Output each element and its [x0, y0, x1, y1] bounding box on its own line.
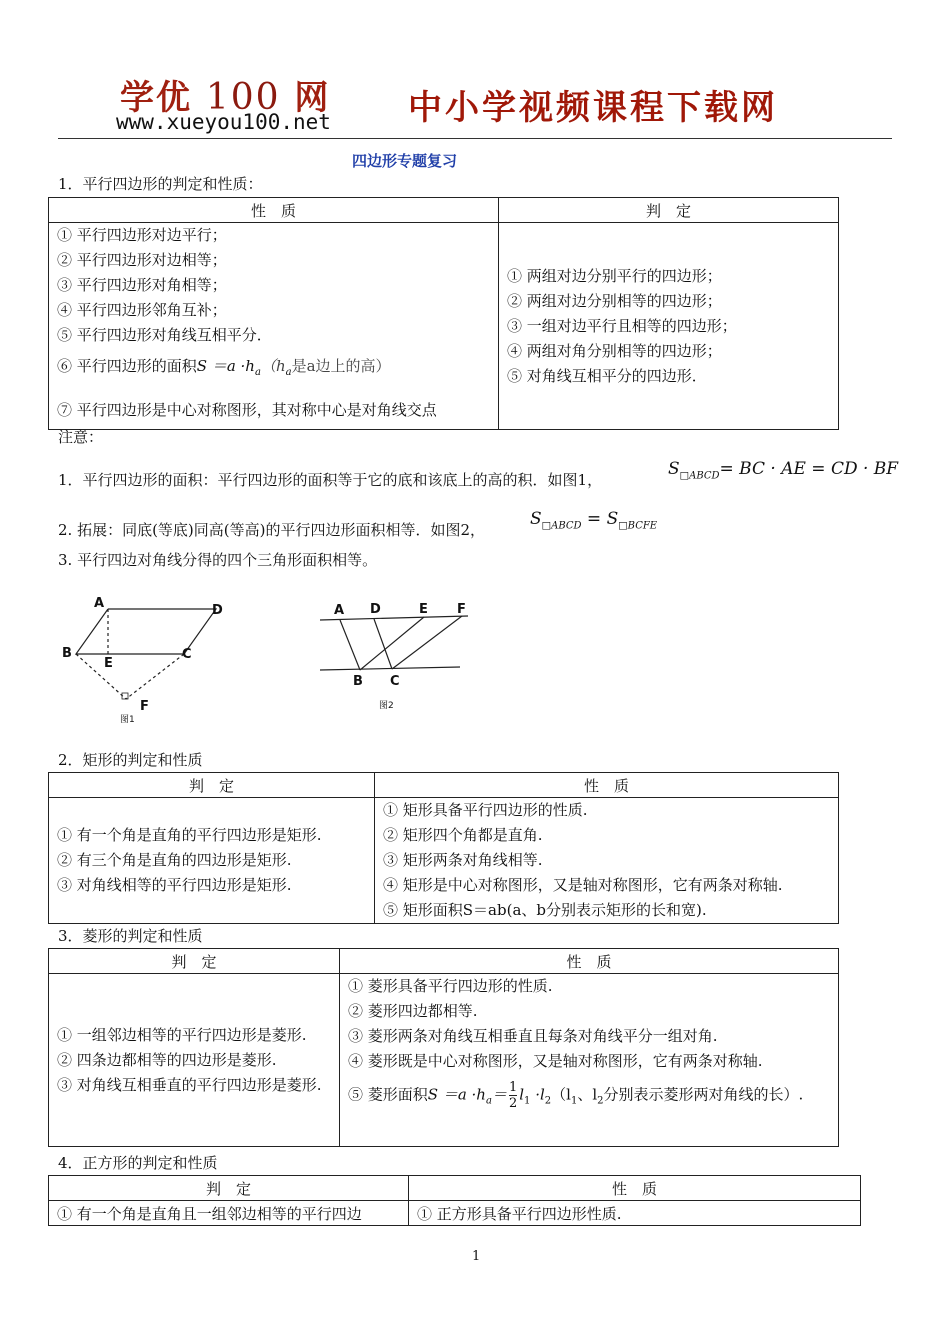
note-2-formula: $S_{□ABCD} = S_{□BCFE}$	[530, 509, 658, 532]
fig2-label-f: F	[457, 602, 466, 617]
property-item: ⑤ 平行四边形对角线互相平分．	[57, 326, 272, 344]
fig1-label-f: F	[140, 699, 149, 714]
judgement-item: ① 一组邻边相等的平行四边形是菱形.	[57, 1025, 307, 1044]
property-cell	[375, 798, 839, 924]
property-item: ④ 菱形既是中心对称图形，又是轴对称图形，它有两条对称轴.	[348, 1052, 763, 1070]
header-judgement: 判 定	[499, 198, 839, 223]
property-item: ④ 平行四边形邻角互补；	[57, 301, 227, 319]
section3-heading: 3．菱形的判定和性质	[58, 927, 203, 945]
document-title: 四边形专题复习	[352, 152, 458, 170]
site-url[interactable]: www.xueyou100.net	[116, 110, 331, 134]
fig2-label-a: A	[334, 603, 345, 618]
fig2-label-d: D	[370, 602, 381, 617]
judgement-item: ② 有三个角是直角的四边形是矩形.	[57, 851, 292, 869]
property-item: ③ 矩形两条对角线相等.	[383, 851, 543, 869]
property-item: ① 平行四边形对边平行；	[57, 226, 227, 244]
section2-heading: 2．矩形的判定和性质	[58, 751, 203, 769]
property-item: ① 正方形具备平行四边形性质.	[409, 1201, 861, 1226]
fraction-half: $\frac{1}{2}$	[508, 1080, 518, 1111]
figure-1	[56, 592, 236, 727]
property-cell	[49, 223, 499, 430]
header-property: 性 质	[340, 949, 839, 974]
fig2-label-b: B	[353, 674, 363, 689]
fig1-label-e: E	[104, 656, 113, 671]
header-property: 性 质	[409, 1176, 861, 1201]
header-property: 性 质	[375, 773, 839, 798]
note-2: 2. 拓展：同底(等底)同高(等高)的平行四边形面积相等．如图2，	[58, 521, 486, 539]
property-area: ⑤ 菱形面积$S =a \cdot h_a=$ $\frac{1}{2}$ $l_1 \cdot l_2(l_1$、$l_2$分别表示菱形两对角线的长）.	[348, 1080, 804, 1111]
fig1-line-bf	[76, 654, 126, 699]
fig2-bottom-line	[320, 667, 460, 670]
header-divider	[58, 138, 892, 139]
property-item: ① 矩形具备平行四边形的性质.	[383, 801, 588, 819]
judgement-item: ③ 对角线互相垂直的平行四边形是菱形.	[57, 1075, 322, 1094]
judgement-item: ④ 两组对角分别相等的四边形；	[507, 341, 722, 360]
property-item: ③ 平行四边形对角相等；	[57, 276, 227, 294]
fig2-line-dc	[374, 619, 392, 669]
parallelogram-table	[48, 197, 839, 430]
judgement-cell	[49, 798, 375, 924]
fig2-label-e: E	[419, 602, 428, 617]
property-item: ⑦ 平行四边形是中心对称图形，其对称中心是对角线交点	[57, 401, 437, 419]
site-slogan: 中小学视频课程下载网	[408, 88, 778, 128]
judgement-item: ③ 一组对边平行且相等的四边形；	[507, 316, 737, 335]
header-judgement: 判 定	[49, 1176, 409, 1201]
property-item: ② 矩形四个角都是直角.	[383, 826, 543, 844]
fig2-label-c: C	[390, 674, 400, 689]
judgement-item: ① 有一个角是直角且一组邻边相等的平行四边	[49, 1201, 409, 1226]
note-1-formula: $S_{□ABCD}=$ BC · AE = CD · BF	[668, 459, 899, 482]
logo-text: 学优	[120, 78, 192, 118]
judgement-cell	[49, 974, 340, 1147]
property-cell	[340, 974, 839, 1147]
judgement-item: ③ 对角线相等的平行四边形是矩形.	[57, 876, 292, 894]
property-item: ② 菱形四边都相等.	[348, 1002, 478, 1020]
property-item: ② 平行四边形对边相等；	[57, 251, 227, 269]
fig2-line-eb	[360, 617, 424, 670]
section1-heading: 1．平行四边形的判定和性质：	[58, 175, 263, 193]
fig2-line-ab	[340, 620, 360, 670]
notes-label: 注意：	[58, 428, 104, 446]
fig2-caption: 图2	[379, 701, 394, 711]
property-item: ① 菱形具备平行四边形的性质.	[348, 977, 553, 995]
property-item: ④ 矩形是中心对称图形，又是轴对称图形，它有两条对称轴.	[383, 876, 783, 894]
fig1-label-a: A	[94, 596, 105, 611]
header-judgement: 判 定	[49, 773, 375, 798]
rhombus-table	[48, 948, 839, 1147]
judgement-item: ⑤ 对角线互相平分的四边形．	[507, 366, 707, 385]
note-1: 1．平行四边形的面积：平行四边形的面积等于它的底和该底上的高的积．如图1，	[58, 471, 603, 489]
rectangle-table	[48, 772, 839, 924]
judgement-cell	[499, 223, 839, 430]
logo-suffix: 网	[294, 78, 331, 118]
figure-2	[316, 596, 476, 716]
header-judgement: 判 定	[49, 949, 340, 974]
fig1-caption: 图1	[120, 715, 135, 725]
judgement-item: ② 两组对边分别相等的四边形；	[507, 291, 722, 310]
property-area: ⑥ 平行四边形的面积$S =a \cdot h_a(h_a$是a边上的高）	[57, 357, 391, 378]
property-item: ⑤ 矩形面积S＝ab(a、b分别表示矩形的长和宽).	[383, 901, 707, 919]
judgement-item: ① 两组对边分别平行的四边形；	[507, 266, 722, 285]
judgement-item: ① 有一个角是直角的平行四边形是矩形.	[57, 826, 322, 844]
square-table	[48, 1175, 861, 1226]
fig1-label-c: C	[182, 647, 192, 662]
fig1-label-d: D	[212, 603, 223, 618]
section4-heading: 4．正方形的判定和性质	[58, 1154, 218, 1172]
fig1-label-b: B	[62, 646, 72, 661]
header-property: 性 质	[49, 198, 499, 223]
fig1-parallelogram	[76, 609, 216, 654]
page-number: 1	[472, 1249, 481, 1264]
property-item: ③ 菱形两条对角线互相垂直且每条对角线平分一组对角.	[348, 1027, 718, 1045]
note-3: 3. 平行四边对角线分得的四个三角形面积相等。	[58, 551, 378, 569]
logo-number: 100	[205, 77, 281, 118]
fig2-line-fc	[392, 616, 462, 669]
fig1-line-cf	[126, 654, 184, 699]
judgement-item: ② 四条边都相等的四边形是菱形.	[57, 1050, 277, 1069]
